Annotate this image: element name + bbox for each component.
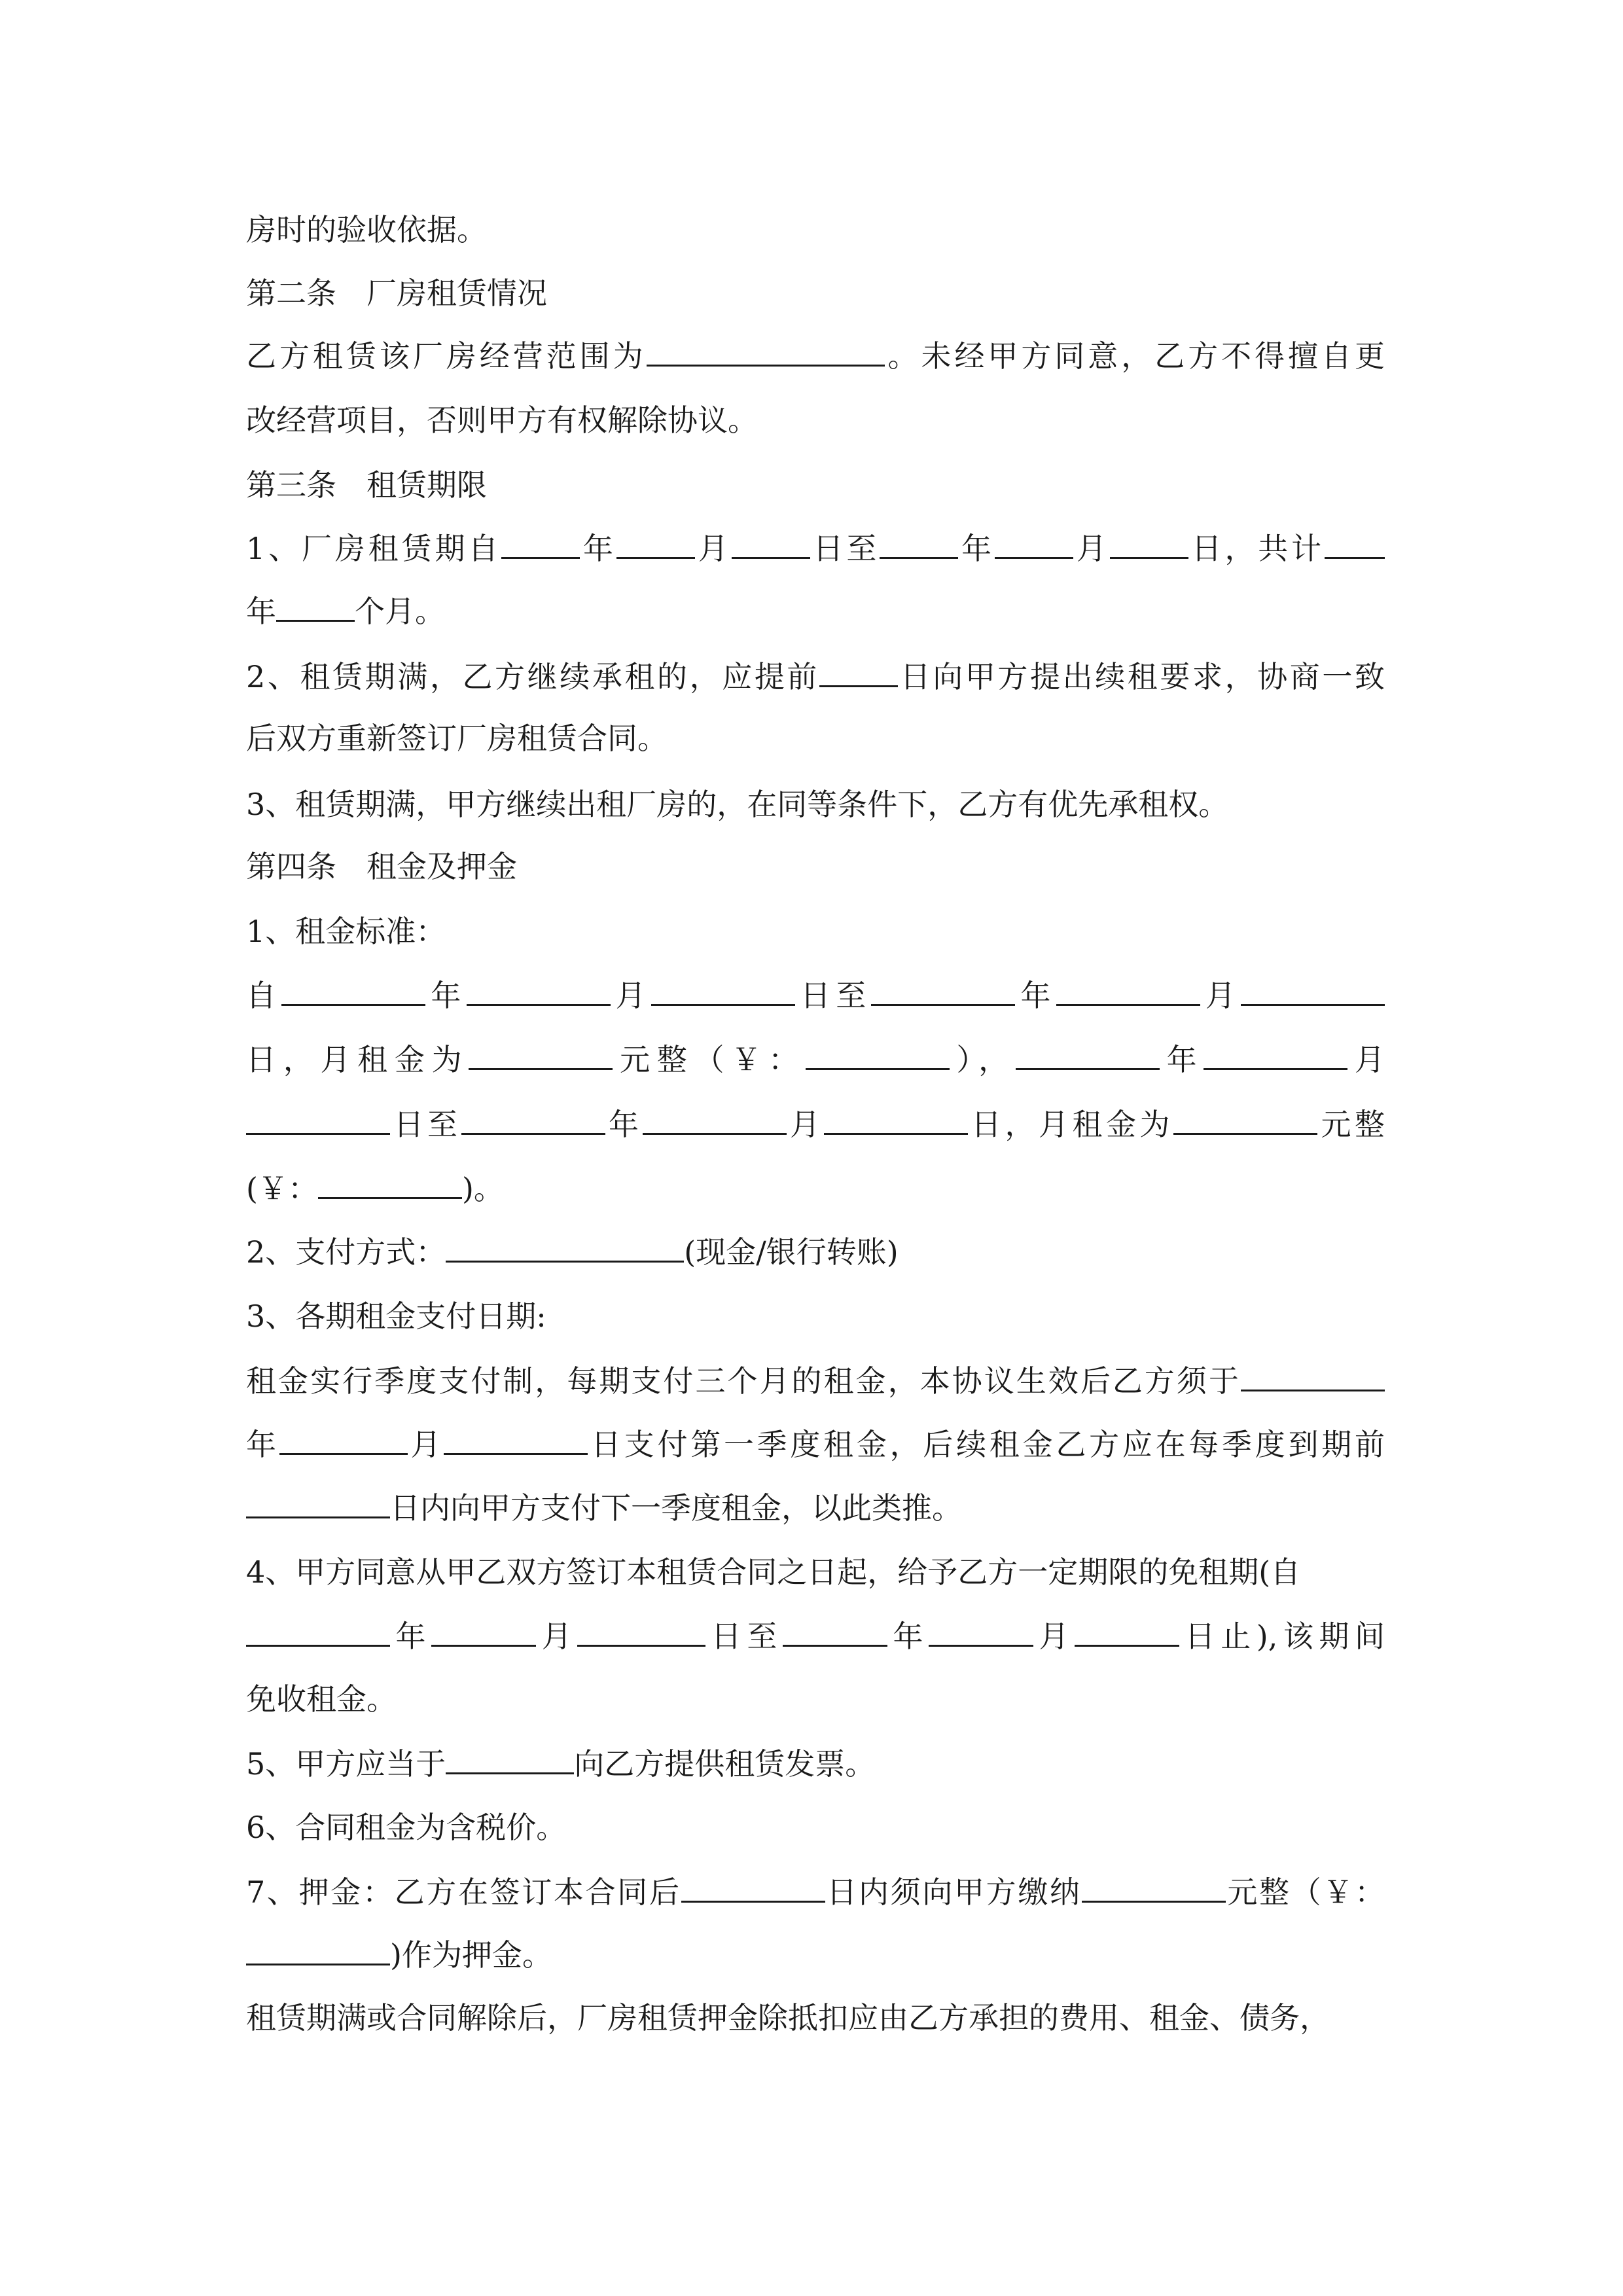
paragraph-line: [246, 591, 1385, 630]
fill-blank-day[interactable]: [824, 1104, 968, 1135]
section-number: 第三条: [246, 467, 336, 503]
fill-blank-day[interactable]: [1110, 528, 1188, 559]
paragraph-line: [246, 1488, 1385, 1527]
fill-blank-month[interactable]: [1204, 1039, 1347, 1070]
paragraph-line: [246, 1232, 1385, 1271]
fill-blank-year[interactable]: [783, 1616, 887, 1647]
text: 月: [1200, 978, 1241, 1013]
paragraph-line: [246, 1679, 1385, 1719]
fill-blank-year[interactable]: [1016, 1039, 1160, 1070]
paragraph-line: [246, 401, 1385, 440]
fill-blank-year[interactable]: [431, 1616, 536, 1647]
text: 月: [610, 978, 651, 1013]
fill-blank-year[interactable]: [880, 528, 958, 559]
text: (现金/银行转账): [684, 1234, 899, 1270]
text: 日内向甲方支付下一季度租金，以此类推。: [390, 1490, 962, 1526]
text: 日止),该期间: [1179, 1619, 1385, 1654]
text: )作为押金。: [390, 1937, 552, 1973]
section-number: 第二条: [246, 276, 336, 311]
fill-blank-day[interactable]: [651, 975, 795, 1006]
text: 后双方重新签订厂房租赁合同。: [246, 721, 668, 756]
section-heading: [246, 274, 1385, 313]
text: 6、合同租金为含税价。: [246, 1810, 567, 1845]
fill-blank-month[interactable]: [643, 1104, 787, 1135]
text: 7、押金：乙方在签订本合同后: [246, 1874, 681, 1910]
fill-blank-deposit[interactable]: [1082, 1872, 1226, 1903]
fill-blank-month[interactable]: [577, 1616, 705, 1647]
text: 年: [605, 1107, 643, 1142]
fill-blank-month[interactable]: [929, 1616, 1033, 1647]
fill-blank-payment-method[interactable]: [446, 1232, 684, 1263]
text: 年: [580, 531, 616, 566]
text: 月: [694, 531, 732, 566]
fill-blank-month[interactable]: [995, 528, 1073, 559]
paragraph-line: [246, 1872, 1385, 1911]
text: 1、厂房租赁期自: [246, 531, 502, 566]
text: 年: [390, 1619, 432, 1654]
text: 元整: [1317, 1107, 1385, 1142]
fill-blank-year[interactable]: [871, 975, 1015, 1006]
text: 日至: [810, 531, 880, 566]
text: 租金实行季度支付制，每期支付三个月的租金，本协议生效后乙方须于: [246, 1363, 1241, 1399]
text: 1、租金标准：: [246, 914, 446, 949]
fill-blank-day[interactable]: [1241, 975, 1385, 1006]
text: 月: [1073, 531, 1110, 566]
text: 元整（￥：: [1225, 1874, 1385, 1910]
text: )。: [461, 1171, 504, 1206]
text: 日至: [705, 1619, 783, 1654]
fill-blank-days[interactable]: [819, 656, 898, 687]
fill-blank-day[interactable]: [246, 1616, 390, 1647]
text: ），: [949, 1042, 1016, 1077]
paragraph-line: [246, 528, 1385, 567]
section-title: 租赁期限: [366, 467, 487, 503]
fill-blank-days[interactable]: [681, 1872, 825, 1903]
paragraph-line: [246, 1998, 1385, 2037]
paragraph-line: [246, 1297, 1385, 1336]
text: 3、各期租金支付日期:: [246, 1299, 546, 1334]
section-title: 租金及押金: [366, 849, 517, 884]
paragraph-line: [246, 912, 1385, 951]
fill-blank-day[interactable]: [246, 1104, 390, 1135]
text: 月: [1033, 1619, 1075, 1654]
fill-blank-year[interactable]: [461, 1104, 605, 1135]
paragraph-line: [246, 1808, 1385, 1847]
text: 年: [1159, 1042, 1204, 1077]
fill-blank-monthly-rent[interactable]: [469, 1039, 613, 1070]
text: 年: [246, 594, 276, 629]
fill-blank-monthly-rent[interactable]: [1173, 1104, 1317, 1135]
text: 房时的验收依据。: [246, 212, 487, 247]
paragraph-line: [246, 975, 1385, 1014]
paragraph-line: [246, 1039, 1385, 1079]
paragraph-line: [246, 1104, 1385, 1143]
section-heading: [246, 465, 1385, 505]
text: 改经营项目，否则甲方有权解除协议。: [246, 403, 758, 438]
text: 元整（￥：: [613, 1042, 806, 1077]
fill-blank-year[interactable]: [281, 975, 425, 1006]
text: 年: [958, 531, 995, 566]
text: 日内须向甲方缴纳: [825, 1874, 1082, 1910]
paragraph-line: [246, 1616, 1385, 1655]
fill-blank-deposit-amount[interactable]: [246, 1935, 390, 1965]
text: 年: [246, 1427, 279, 1462]
fill-blank-year[interactable]: [279, 1424, 408, 1455]
fill-blank-year[interactable]: [501, 528, 580, 559]
section-title: 厂房租赁情况: [366, 276, 547, 311]
text: 个月。: [355, 594, 445, 629]
paragraph-line: [246, 1744, 1385, 1783]
text: 月: [407, 1427, 444, 1462]
paragraph-line: [246, 1424, 1385, 1463]
section-number: 第四条: [246, 849, 336, 884]
text: 年: [1015, 978, 1056, 1013]
fill-blank-month[interactable]: [1056, 975, 1200, 1006]
text: 年: [887, 1619, 929, 1654]
text: (￥：: [246, 1171, 318, 1206]
paragraph-line: [246, 1935, 1385, 1974]
paragraph-line: [246, 1552, 1385, 1592]
fill-blank-day[interactable]: [1075, 1616, 1179, 1647]
paragraph-line: [246, 336, 1385, 375]
text: 3、租赁期满，甲方继续出租厂房的，在同等条件下，乙方有优先承租权。: [246, 787, 1229, 822]
paragraph-line: [246, 210, 1385, 249]
fill-blank-days[interactable]: [246, 1488, 390, 1518]
text: 自: [246, 978, 282, 1013]
text: 月: [1347, 1042, 1385, 1077]
text: 日向甲方提出续租要求，协商一致: [898, 659, 1385, 694]
paragraph-line: [246, 719, 1385, 758]
text: 日支付第一季度租金，后续租金乙方应在每季度到期前: [588, 1427, 1385, 1462]
text: 日，月租金为: [967, 1107, 1173, 1142]
fill-blank-day[interactable]: [732, 528, 810, 559]
fill-blank-month[interactable]: [616, 528, 695, 559]
text: 日，共计: [1188, 531, 1325, 566]
text: 4、甲方同意从甲乙双方签订本租赁合同之日起，给予乙方一定期限的免租期(自: [246, 1554, 1301, 1590]
paragraph-line: [246, 656, 1385, 696]
paragraph-line: [246, 785, 1385, 824]
fill-blank-month[interactable]: [444, 1424, 588, 1455]
text: 年: [425, 978, 467, 1013]
fill-blank-year[interactable]: [1241, 1361, 1385, 1391]
text: 免收租金。: [246, 1681, 397, 1717]
fill-blank-rent-amount[interactable]: [318, 1168, 462, 1199]
section-heading: [246, 847, 1385, 886]
text: 月: [786, 1107, 824, 1142]
paragraph-line: [246, 1361, 1385, 1400]
text: 2、支付方式：: [246, 1234, 446, 1270]
text: 日至: [794, 978, 872, 1013]
paragraph-line: [246, 1168, 1385, 1208]
text: 。未经甲方同意，乙方不得擅自更: [884, 338, 1385, 374]
fill-blank-month[interactable]: [467, 975, 611, 1006]
fill-blank-invoice-time[interactable]: [446, 1744, 574, 1774]
text: 向乙方提供租赁发票。: [574, 1746, 876, 1782]
text: 5、甲方应当于: [246, 1746, 446, 1782]
fill-blank-business-scope[interactable]: [647, 336, 885, 367]
text: 日，月租金为: [246, 1042, 469, 1077]
fill-blank-rent-amount[interactable]: [806, 1039, 950, 1070]
text: 月: [536, 1619, 578, 1654]
text: 乙方租赁该厂房经营范围为: [246, 338, 647, 374]
text: 2、租赁期满，乙方继续承租的，应提前: [246, 659, 820, 694]
text: 租赁期满或合同解除后，厂房租赁押金除抵扣应由乙方承担的费用、租金、债务，: [246, 2000, 1330, 2036]
text: 日至: [390, 1107, 461, 1142]
fill-blank-years[interactable]: [276, 591, 355, 622]
fill-blank-total[interactable]: [1325, 528, 1385, 559]
